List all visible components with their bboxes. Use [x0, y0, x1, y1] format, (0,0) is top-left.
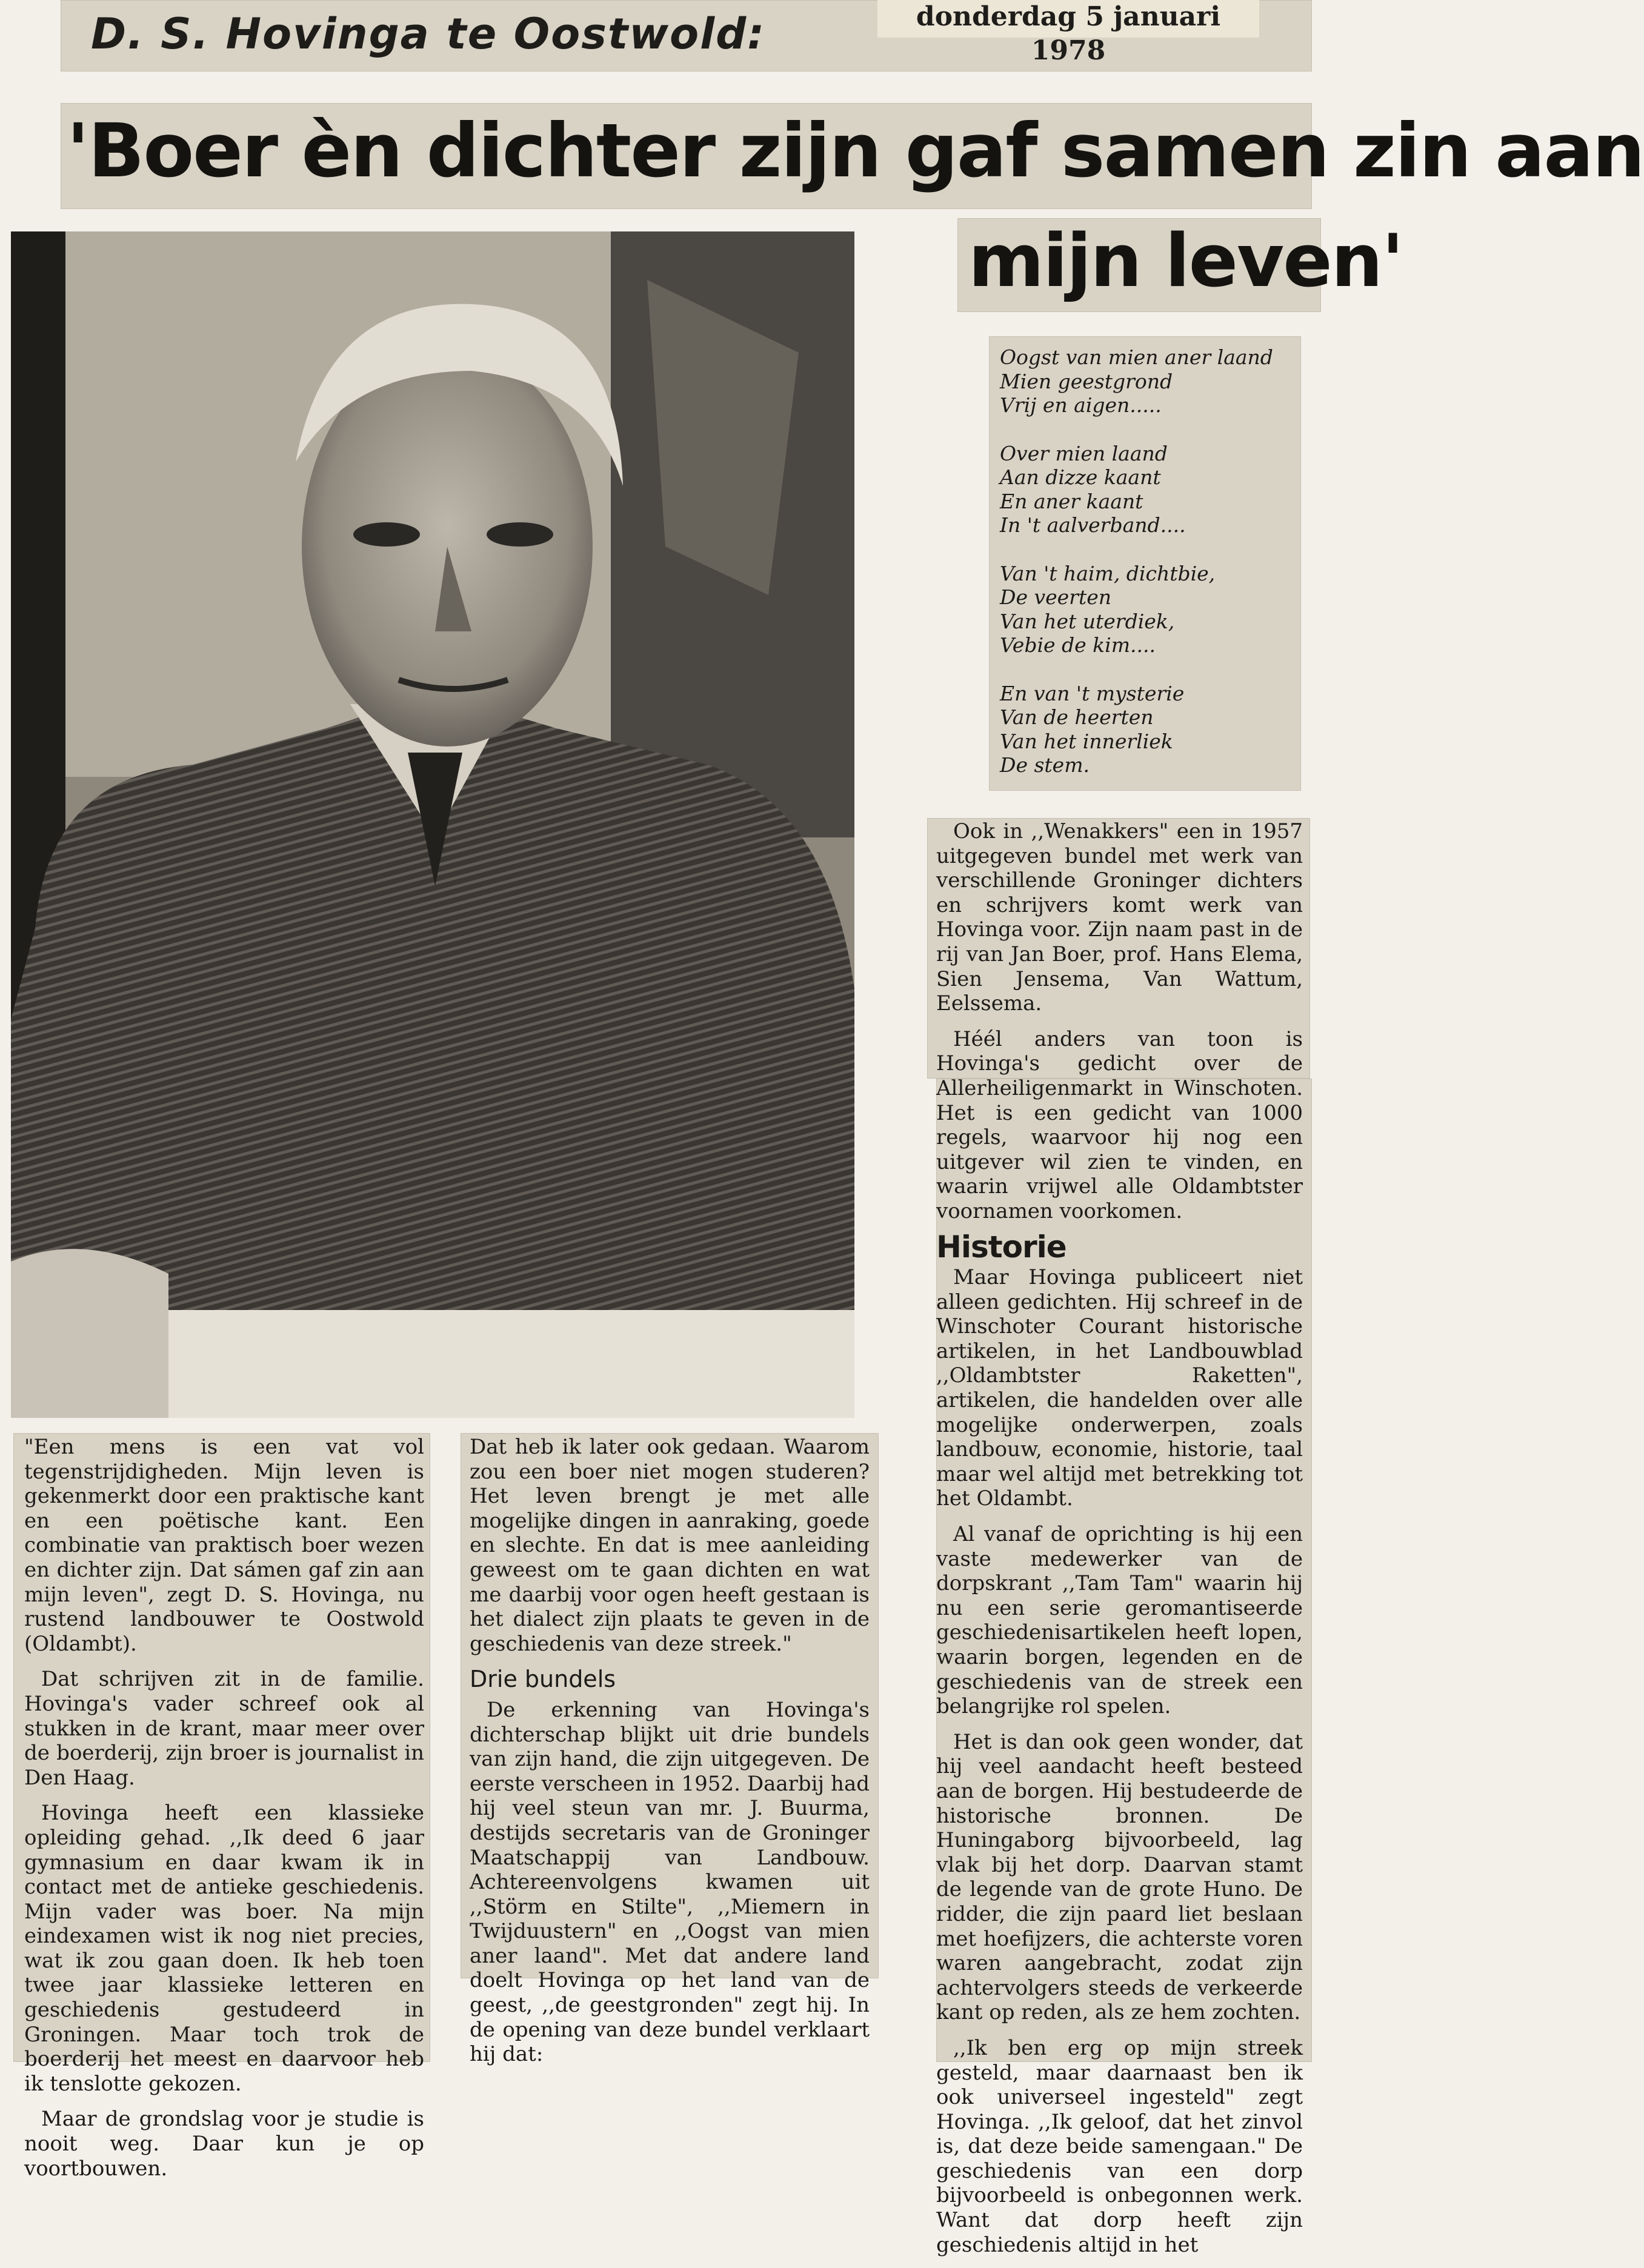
- paragraph: Maar Hovinga publiceert niet alleen gedichten. Hij schreef in de Winschoter Courant historische artikelen, in het Landbouwblad ,,Oldambtster Raketten", artikelen, die handelden over alle mogelijke onderwerpen, zoals landbouw, economie, historie, taal maar wel altijd met betrekking tot het Oldambt.: [936, 1265, 1303, 1511]
- poem-line: Mien geestgrond: [1000, 369, 1173, 393]
- poem: [994, 339, 1300, 791]
- poem-line: Van 't haim, dichtbie,: [1000, 561, 1216, 585]
- overline: D. S. Hovinga te Oostwold:: [91, 9, 766, 59]
- poem-stanza-4: [1000, 682, 1300, 777]
- poem-line: En aner kaant: [1000, 489, 1143, 513]
- poem-stanza-1: [1000, 345, 1300, 417]
- article-column-1: [24, 1435, 424, 2192]
- paragraph: De erkenning van Hovinga's dichterschap blijkt uit drie bundels van zijn hand, die zijn uitgegeven. De eerste verscheen in 1952. Daarbij had hij veel steun van mr. J. Buurma, destijds secretaris van de Groninger Maatschappij van Landbouw. Achtereenvolgens kwamen uit ,,Störm en Stilte", ,,Miemern in Twijduustern" en ,,Oogst van mien aner laand". Met dat andere land doelt Hovinga op het land van de geest, ,,de geestgronden" zegt hij. In de opening van deze bundel verklaart hij dat:: [470, 1697, 870, 2067]
- paragraph: Al vanaf de oprichting is hij een vaste medewerker van de dorpskrant ,,Tam Tam" waarin hij nu een serie geromantiseerde geschiedenisartikelen heeft lopen, waarin borgen, legenden en de geschiedenis van de streek een belangrijke rol spelen.: [936, 1522, 1303, 1719]
- portrait-illustration: [11, 231, 854, 1418]
- paragraph: Hovinga heeft een klassieke opleiding gehad. ,,Ik deed 6 jaar gymnasium en daar kwam ik in contact met de antieke geschiedenis. Mijn vader was boer. Na mijn eindexamen wist ik nog niet precies, wat ik zou gaan doen. Ik heb toen twee jaar klassieke letteren en geschiedenis gestudeerd in Groningen. Maar toch trok de boerderij het meest en daarvoor heb ik tenslotte gekozen.: [24, 1801, 424, 2096]
- poem-line: Over mien laand: [1000, 441, 1168, 465]
- publication-date: donderdag 5 januari 1978: [877, 0, 1259, 38]
- poem-line: Aan dizze kaant: [1000, 465, 1161, 489]
- paragraph: Maar de grondslag voor je studie is nooit weg. Daar kun je op voortbouwen.: [24, 2107, 424, 2181]
- headline-line-1: 'Boer èn dichter zijn gaf samen zin aan: [67, 108, 1644, 194]
- poem-line: In 't aalverband....: [1000, 513, 1186, 537]
- paragraph: Het is dan ook geen wonder, dat hij veel aandacht heeft besteed aan de borgen. Hij bestudeerde de historische bronnen. De Huningaborg bijvoorbeeld, lag vlak bij het dorp. Daarvan stamt de legende van de grote Huno. De ridder, die zijn paard liet beslaan met hoefijzers, die achterste voren waren aangebracht, zodat zijn achtervolgers steeds de verkeerde kant op reden, als ze hem zochten.: [936, 1729, 1303, 2025]
- poem-line: De stem.: [1000, 753, 1090, 777]
- paragraph: Dat schrijven zit in de familie. Hovinga's vader schreef ook al stukken in de krant, maar meer over de boerderij, zijn broer is journalist in Den Haag.: [24, 1667, 424, 1790]
- poem-stanza-3: [1000, 562, 1300, 657]
- article-column-3: [936, 819, 1303, 2268]
- poem-line: De veerten: [1000, 585, 1111, 609]
- subhead-drie-bundels: Drie bundels: [470, 1666, 616, 1693]
- poem-line: Vrij en aigen.....: [1000, 393, 1162, 417]
- poem-line: Vebie de kim....: [1000, 633, 1156, 657]
- paragraph: "Een mens is een vat vol tegenstrijdigheden. Mijn leven is gekenmerkt door een praktische kant en een poëtische kant. Een combinatie van praktisch boer wezen en dichter zijn. Dat sámen gaf zin aan mijn leven", zegt D. S. Hovinga, nu rustend landbouwer te Oostwold (Oldambt).: [24, 1435, 424, 1656]
- poem-line: Van de heerten: [1000, 705, 1154, 729]
- article-column-2: [470, 1435, 870, 2078]
- headline-line-2: mijn leven': [968, 219, 1403, 304]
- poem-line: Van het uterdiek,: [1000, 609, 1175, 633]
- subhead-historie: Historie: [936, 1229, 1067, 1265]
- poem-stanza-2: [1000, 442, 1300, 537]
- poem-line: Oogst van mien aner laand: [1000, 345, 1273, 369]
- poem-line: Van het innerliek: [1000, 729, 1173, 753]
- paragraph: ,,Ik ben erg op mijn streek gesteld, maar daarnaast ben ik ook universeel ingesteld" zegt Hovinga. ,,Ik geloof, dat het zinvol is, dat deze beide samengaan." De geschiedenis van een dorp bijvoorbeeld is onbegonnen werk. Want dat dorp heeft zijn geschiedenis altijd in het: [936, 2035, 1303, 2257]
- paragraph: Dat heb ik later ook gedaan. Waarom zou een boer niet mogen studeren? Het leven brengt je met alle mogelijke dingen in aanraking, goede en slechte. En dat is mee aanleiding geweest om te gaan dichten en wat me daarbij voor ogen heeft gestaan is het dialect zijn plaats te geven in de geschiedenis van deze streek.": [470, 1435, 870, 1656]
- paragraph: Héél anders van toon is Hovinga's gedicht over de Allerheiligenmarkt in Winschoten. Het is een gedicht van 1000 regels, waarvoor hij nog een uitgever wil zien te vinden, en waarin vrijwel alle Oldambtster voornamen voorkomen.: [936, 1026, 1303, 1223]
- paragraph: Ook in ,,Wenakkers" een in 1957 uitgegeven bundel met werk van verschillende Groninger dichters en schrijvers komt werk van Hovinga voor. Zijn naam past in de rij van Jan Boer, prof. Hans Elema, Sien Jensema, Van Wattum, Eelssema.: [936, 819, 1303, 1016]
- poem-line: En van 't mysterie: [1000, 681, 1185, 705]
- portrait-photo: [11, 231, 854, 1418]
